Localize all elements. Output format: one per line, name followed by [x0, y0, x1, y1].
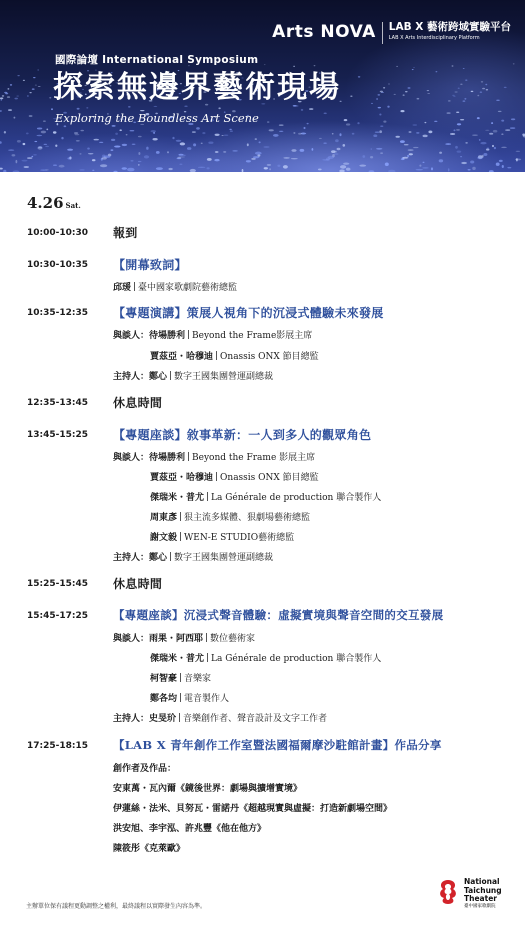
speaker-line: [113, 631, 255, 644]
speaker-role: Beyond the Frame影展主席: [192, 331, 313, 341]
speaker-role: 電音製作人: [184, 694, 230, 704]
speaker-role: 音樂創作者、聲音設計及文字工作者: [183, 714, 328, 724]
work-item: [113, 841, 185, 854]
header-banner: [0, 0, 525, 172]
speaker-line: [150, 349, 319, 362]
separator: [207, 653, 208, 662]
speaker-line: [150, 510, 310, 523]
speaker-name: 傑瑞米・普尤: [150, 654, 205, 664]
separator: [180, 512, 181, 521]
separator: [206, 633, 207, 642]
separator: [180, 673, 181, 682]
work-item: [113, 801, 392, 814]
speaker-role: 臺中國家歌劇院藝術總監: [138, 283, 238, 293]
host-label: 主持人：: [113, 714, 150, 724]
session-title: 休息時間: [113, 396, 163, 410]
speaker-line: [150, 530, 294, 543]
work-item: [113, 821, 266, 834]
session-title: 【LAB X 青年創作工作室暨法國福爾摩沙駐館計畫】作品分享: [113, 738, 442, 752]
speaker-line: [150, 671, 211, 684]
work-text: 安東萬・瓦內爾《鏡後世界：劇場與擴增實境》: [113, 784, 303, 794]
speaker-line: [113, 280, 237, 293]
speaker-name: 鄭心: [149, 372, 168, 382]
page-title-english: Exploring the Boundless Art Scene: [55, 111, 259, 125]
arts-nova-wordmark: Arts NOVA: [272, 22, 376, 42]
creators-label: [113, 761, 176, 774]
separator: [134, 282, 135, 291]
work-text: 陳筱彤《克萊歐》: [113, 844, 186, 854]
speaker-line: [113, 450, 315, 463]
session-time: 15:45-17:25: [27, 611, 89, 621]
session-time: 10:00-10:30: [27, 228, 89, 238]
theater-logo-icon: [437, 878, 459, 906]
separator: [216, 351, 217, 360]
separator: [179, 713, 180, 722]
work-text: 洪安旭、李宇泓、許兆豐《他在他方》: [113, 824, 267, 834]
speaker-role: Beyond the Frame 影展主席: [192, 453, 316, 463]
session-time: 10:35-12:35: [27, 308, 89, 318]
speaker-line: [150, 691, 229, 704]
speaker-line: [113, 328, 312, 341]
separator: [216, 472, 217, 481]
host-line: [113, 550, 273, 563]
speaker-role: 數字王國集團營運副總裁: [174, 372, 274, 382]
speaker-role: 數位藝術家: [210, 634, 256, 644]
speaker-name: 史旻玠: [149, 714, 177, 724]
separator: [180, 693, 181, 702]
speaker-name: 雨果・阿西耶: [149, 634, 204, 644]
speaker-role: Onassis ONX 節目總監: [220, 473, 319, 483]
speaker-name: 待場勝利: [149, 453, 186, 463]
logo-text-line-1: National: [464, 877, 500, 886]
speaker-name: 賈茲亞・哈穆迪: [150, 473, 214, 483]
speaker-line: [150, 651, 381, 664]
speaker-name: 鄭各均: [150, 694, 178, 704]
session-title: 報到: [113, 226, 138, 240]
speaker-role: La Générale de production 聯合製作人: [211, 493, 382, 503]
panelist-label: 與談人：: [113, 331, 150, 341]
separator: [170, 552, 171, 561]
session-title: 休息時間: [113, 577, 163, 591]
work-item: [113, 781, 302, 794]
separator: [188, 452, 189, 461]
session-time: 10:30-10:35: [27, 260, 89, 270]
speaker-line: [150, 470, 319, 483]
speaker-name: 邱瑗: [113, 283, 132, 293]
host-label: 主持人：: [113, 372, 150, 382]
speaker-role: La Générale de production 聯合製作人: [211, 654, 382, 664]
speaker-name: 柯智豪: [150, 674, 178, 684]
speaker-name: 周東彥: [150, 513, 178, 523]
separator: [180, 532, 181, 541]
date-day: 4.26: [27, 194, 64, 212]
panelist-label: 與談人：: [113, 453, 150, 463]
date-weekday: Sat.: [65, 201, 81, 210]
separator: [188, 330, 189, 339]
separator: [207, 492, 208, 501]
speaker-name: 鄭心: [149, 553, 168, 563]
arts-nova-logo: [272, 22, 511, 44]
session-title: 【專題座談】沉浸式聲音體驗：虛擬實境與聲音空間的交互發展: [113, 608, 444, 622]
speaker-name: 賈茲亞・哈穆迪: [150, 352, 214, 362]
speaker-line: [150, 490, 381, 503]
logo-text-line-2: Taichung: [464, 885, 502, 895]
session-time: 15:25-15:45: [27, 579, 89, 589]
event-date: [27, 194, 81, 212]
panelist-label: 與談人：: [113, 634, 150, 644]
disclaimer-note: 主辦單位保有議程更動調整之權利，最終議程以實際發生內容為準。: [26, 903, 207, 910]
session-title: 【專題演講】策展人視角下的沉浸式體驗未來發展: [113, 306, 384, 320]
session-time: 17:25-18:15: [27, 741, 89, 751]
lab-x-wordmark: [389, 22, 511, 41]
separator: [170, 371, 171, 380]
speaker-role: Onassis ONX 節目總監: [220, 352, 319, 362]
session-title: 【開幕致詞】: [113, 258, 187, 272]
session-title: 【專題座談】敘事革新：一人到多人的觀眾角色: [113, 428, 372, 442]
host-line: [113, 711, 327, 724]
lab-x-title: LAB X 藝術跨域實驗平台: [388, 21, 511, 33]
speaker-role: 數字王國集團營運副總裁: [174, 553, 274, 563]
speaker-name: 傑瑞米・普尤: [150, 493, 205, 503]
symposium-label: 國際論壇 International Symposium: [55, 54, 259, 66]
speaker-name: 待場勝利: [149, 331, 186, 341]
speaker-role: WEN-E STUDIO藝術總監: [184, 533, 295, 543]
national-taichung-theater-logo: [437, 878, 502, 910]
page-title: 探索無邊界藝術現場: [53, 70, 341, 105]
creators-label-text: 創作者及作品：: [113, 764, 177, 774]
host-label: 主持人：: [113, 553, 150, 563]
session-time: 13:45-15:25: [27, 430, 89, 440]
lab-x-subtitle: LAB X Arts Interdisciplinary Platform: [388, 34, 480, 41]
logo-text-line-3: Theater: [464, 894, 497, 903]
speaker-role: 狠主流多媒體、狠劇場藝術總監: [184, 513, 311, 523]
logo-text: [464, 878, 502, 910]
logo-text-chinese: 臺中國家歌劇院: [464, 903, 496, 909]
host-line: [113, 369, 273, 382]
speaker-name: 謝文毅: [150, 533, 178, 543]
speaker-role: 音樂家: [184, 674, 212, 684]
work-text: 伊蓮絲・法米、貝努瓦・雷諾丹《超越現實與虛擬：打造新劇場空間》: [113, 804, 393, 814]
logo-divider: [382, 22, 383, 44]
session-time: 12:35-13:45: [27, 398, 89, 408]
